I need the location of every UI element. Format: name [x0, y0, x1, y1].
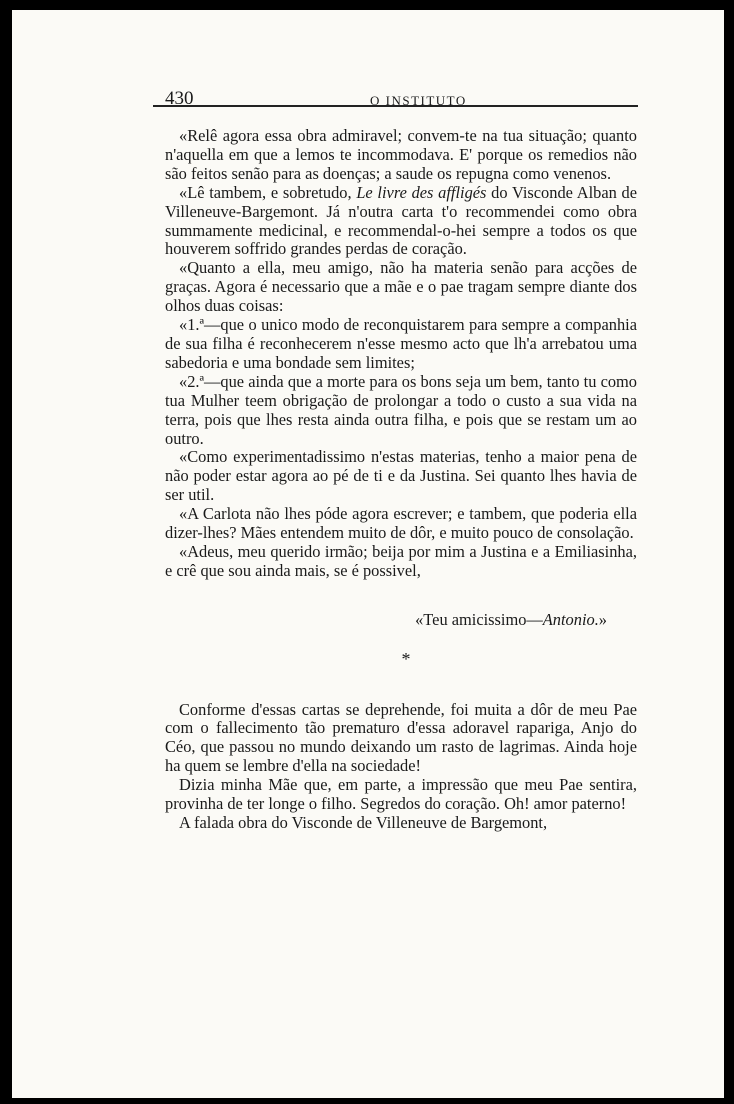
book-title: Le livre des affligés: [356, 182, 487, 202]
paragraph: «A Carlota não lhes póde agora escrever; e tambem, que poderia ella dizer-lhes? Mães entendem muito de dôr, e muito pouco de consolação.: [165, 504, 637, 543]
body-text: [165, 127, 637, 833]
section-separator: *: [401, 648, 411, 669]
header-rule: [153, 105, 638, 107]
page-number: 430: [165, 88, 194, 109]
running-head: O INSTITUTO: [370, 93, 467, 108]
paragraph: «Quanto a ella, meu amigo, não ha materia senão para acções de graças. Agora é necessario que a mãe e o pae tragam sempre diante dos olhos duas coisas:: [165, 258, 637, 316]
paragraph: «Adeus, meu querido irmão; beija por mim a Justina e a Emiliasinha, e crê que sou ainda mais, se é possivel,: [165, 541, 637, 580]
letter-signoff: «Teu amicissimo—Antonio.»: [415, 609, 607, 629]
paragraph: Conforme d'essas cartas se deprehende, foi muita a dôr de meu Pae com o fallecimento tão prematuro d'essa adoravel rapariga, Anjo do Céo, que passou no mundo deixando um rasto de lagrimas. Ainda hoje ha quem se lembre d'ella na sociedade!: [165, 699, 637, 776]
paragraph: «2.ª—que ainda que a morte para os bons seja um bem, tanto tu como tua Mulher teem obrigação de prolongar a todo o custo a sua vida na terra, pois que lhes resta ainda outra filha, e pois que se restam um ao outro.: [165, 371, 637, 448]
page-header: [165, 88, 650, 112]
signature-name: Antonio.: [542, 609, 599, 629]
paragraph: Dizia minha Mãe que, em parte, a impressão que meu Pae sentira, provinha de ter longe o filho. Segredos do coração. Oh! amor paterno!: [165, 775, 637, 814]
paragraph: «Relê agora essa obra admiravel; convem-te na tua situação; quanto n'aquella em que a lemos te incommodava. E' porque os remedios não são feitos senão para as doenças; a saude os repugna como venenos.: [165, 126, 637, 183]
paragraph: A falada obra do Visconde de Villeneuve de Bargemont,: [179, 813, 548, 832]
paragraph: «1.ª—que o unico modo de reconquistarem para sempre a companhia de sua filha é reconhecerem n'esse mesmo acto que lh'a arrebatou uma sabedoria e uma bondade sem limites;: [165, 315, 637, 372]
paragraph: «Lê tambem, e sobretudo, Le livre des affligés do Visconde Alban de Villeneuve-Bargemont. Já n'outra carta t'o recommendei como obra summamente medicinal, e recommendal-o-hei sempre a todos os que houverem soffrido grandes perdas de coração.: [165, 182, 637, 259]
paragraph: «Como experimentadissimo n'estas materias, tenho a maior pena de não poder estar agora ao pé de ti e da Justina. Sei quanto lhes havia de ser util.: [165, 447, 637, 505]
